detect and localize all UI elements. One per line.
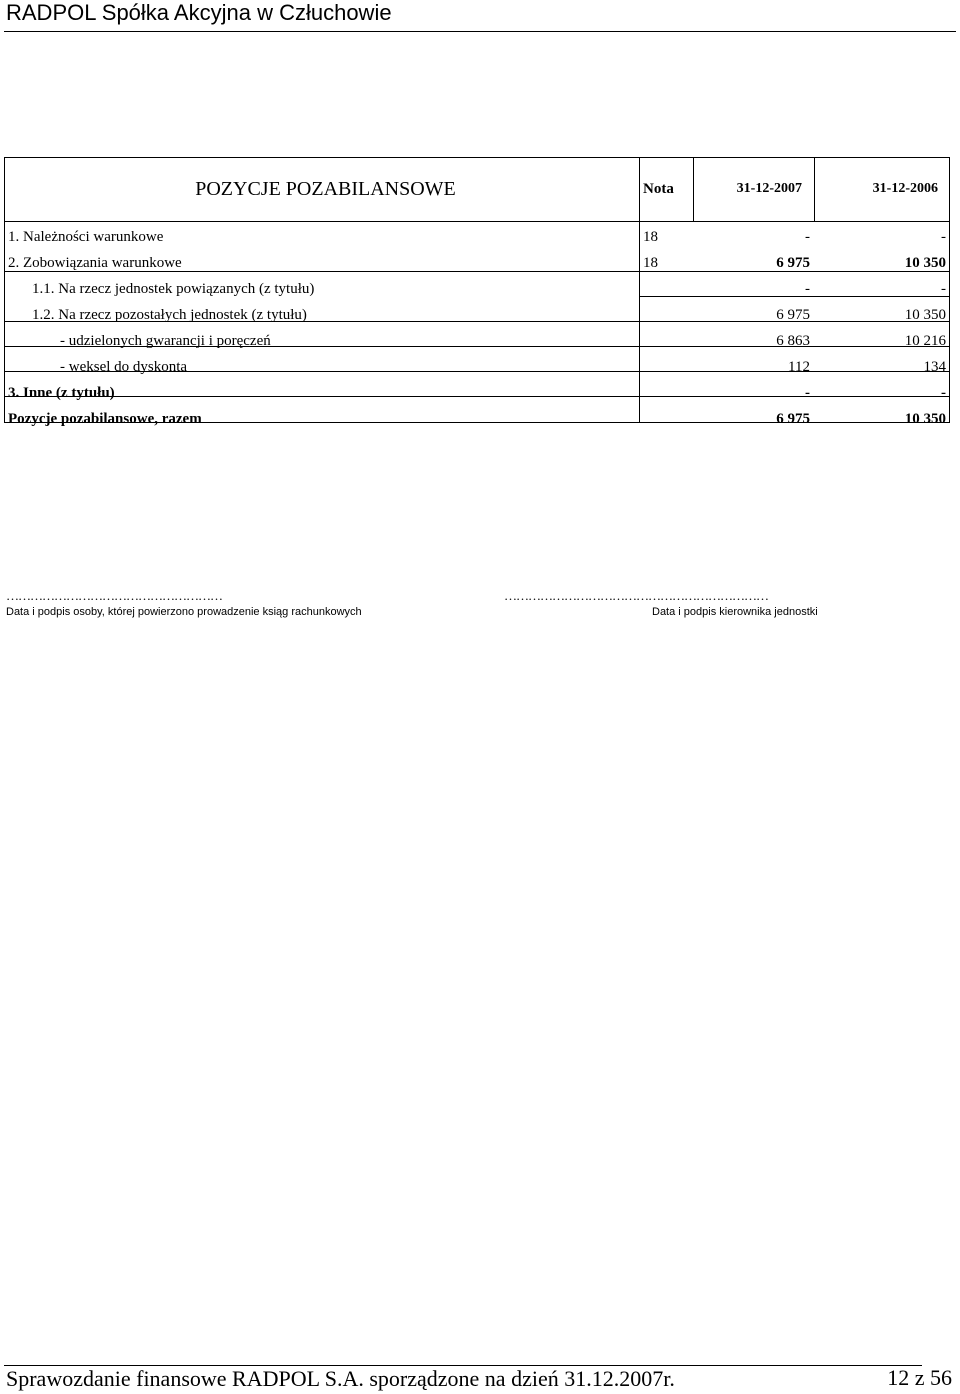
row-label: Pozycje pozabilansowe, razem: [8, 411, 202, 427]
row-label: 1.1. Na rzecz jednostek powiązanych (z tytułu): [32, 281, 315, 297]
header-divider: [4, 31, 956, 32]
table-row: [4, 221, 950, 247]
header-2007: 31-12-2007: [736, 181, 802, 196]
row-nota: [639, 377, 693, 403]
row-value-2007: -: [805, 281, 810, 297]
signature-line-accountant: ………………………………………………: [6, 588, 222, 603]
row-nota: [639, 273, 693, 299]
row-nota: 18: [643, 229, 658, 245]
row-nota: [639, 403, 693, 429]
footer-text: Sprawozdanie finansowe RADPOL S.A. sporządzone na dzień 31.12.2007r.: [6, 1366, 675, 1391]
row-value-2006: 10 216: [904, 333, 946, 349]
row-label: - weksel do dyskonta: [60, 359, 188, 375]
row-value-2006: 10 350: [904, 307, 946, 323]
row-value-2006: -: [941, 281, 946, 297]
row-nota: [639, 325, 693, 351]
row-value-2006: 10 350: [904, 411, 946, 427]
row-nota: [639, 299, 693, 325]
row-label: 1.2. Na rzecz pozostałych jednostek (z tytułu): [32, 307, 307, 323]
row-value-2007: -: [805, 229, 810, 245]
row-label: 3. Inne (z tytułu): [8, 385, 115, 401]
row-value-2007: 6 975: [776, 255, 810, 271]
table-row: [4, 377, 950, 403]
signature-caption-accountant: Data i podpis osoby, której powierzono prowadzenie ksiąg rachunkowych: [6, 606, 362, 618]
row-label: 1. Należności warunkowe: [8, 229, 164, 245]
table-row: [4, 351, 950, 377]
header-nota: Nota: [643, 180, 674, 197]
table-title: POZYCJE POZABILANSOWE: [195, 177, 456, 200]
table-header-row: [4, 157, 950, 221]
row-value-2007: 6 975: [776, 411, 810, 427]
row-value-2006: 134: [923, 359, 946, 375]
row-nota: [639, 351, 693, 377]
row-value-2007: 6 975: [776, 307, 810, 323]
row-value-2007: 6 863: [776, 333, 810, 349]
table-total-row: [4, 403, 950, 429]
row-label: - udzielonych gwarancji i poręczeń: [60, 333, 271, 349]
row-value-2006: -: [941, 229, 946, 245]
company-header: RADPOL Spółka Akcyjna w Człuchowie: [6, 0, 392, 25]
signature-line-manager: …………………………………………………………: [504, 588, 768, 603]
off-balance-table: [4, 157, 950, 429]
page-number: 12 z 56: [887, 1365, 952, 1390]
table-row: [4, 299, 950, 325]
table-row: [4, 325, 950, 351]
table-row: [4, 247, 950, 273]
row-value-2006: 10 350: [904, 255, 946, 271]
row-value-2006: -: [941, 385, 946, 401]
row-label: 2. Zobowiązania warunkowe: [8, 255, 182, 271]
table-row: [4, 273, 950, 299]
header-2006: 31-12-2006: [872, 181, 938, 196]
row-nota: 18: [643, 255, 658, 271]
row-value-2007: -: [805, 385, 810, 401]
row-value-2007: 112: [788, 359, 810, 375]
signature-caption-manager: Data i podpis kierownika jednostki: [652, 606, 818, 618]
